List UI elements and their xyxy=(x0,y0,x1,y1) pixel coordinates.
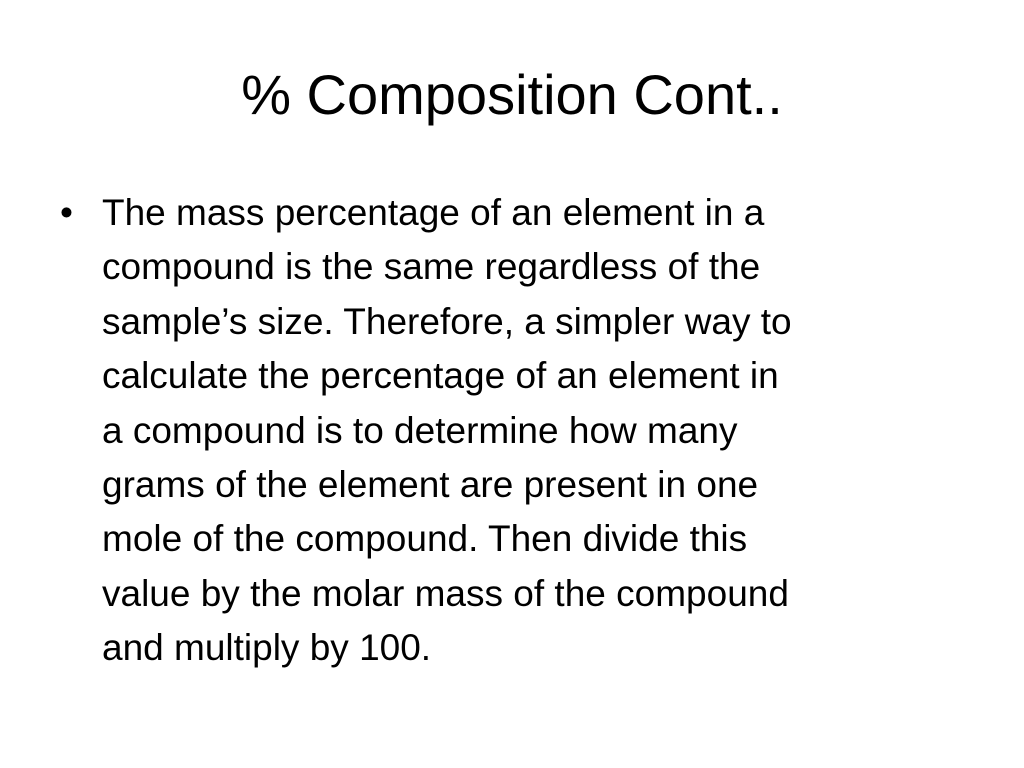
slide-content xyxy=(58,186,978,676)
slide-title: % Composition Cont.. xyxy=(241,63,783,126)
bullet-line: sample’s size. Therefore, a simpler way to xyxy=(102,300,792,342)
bullet-line: mole of the compound. Then divide this xyxy=(102,518,748,560)
bullet-glyph: • xyxy=(60,192,73,233)
bullet-line: compound is the same regardless of the xyxy=(102,246,761,288)
bullet-line: The mass percentage of an element in a xyxy=(102,192,765,233)
bullet-line: and multiply by 100. xyxy=(102,627,432,669)
bullet-line: calculate the percentage of an element in xyxy=(102,355,779,397)
bullet-line: grams of the element are present in one xyxy=(102,464,759,506)
bullet-line: a compound is to determine how many xyxy=(102,409,738,451)
bullet-line: value by the molar mass of the compound xyxy=(102,572,789,614)
bullet-item xyxy=(58,186,978,676)
